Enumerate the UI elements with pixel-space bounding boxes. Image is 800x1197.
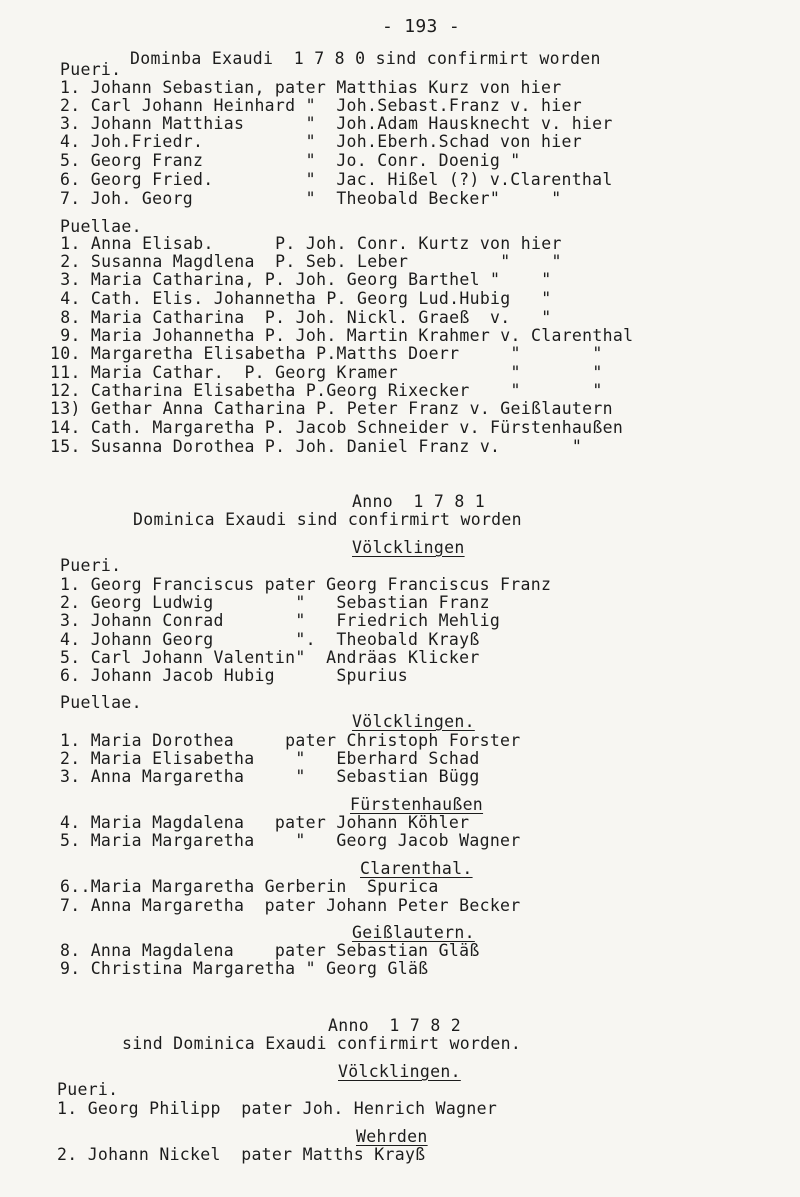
entry-1781-pueri-6: 6. Johann Jacob Hubig Spurius (60, 666, 408, 685)
heading-1781: Dominica Exaudi sind confirmirt worden (133, 510, 522, 529)
pueri-label-1780: Pueri. (60, 60, 122, 79)
entry-1782-2: 2. Johann Nickel pater Matths Krayß (57, 1145, 426, 1164)
entry-1780-pueri-4: 4. Joh.Friedr. " Joh.Eberh.Schad von hier (60, 132, 582, 151)
place-heading-geisslautern: Geißlautern. (352, 923, 475, 942)
entry-1780-pueri-1: 1. Johann Sebastian, pater Matthias Kurz von hier (60, 78, 562, 97)
entry-1781-puellae-5: 5. Maria Margaretha " Georg Jacob Wagner (60, 831, 521, 850)
entry-1780-puellae-3: 3. Maria Catharina, P. Joh. Georg Barthel " " (50, 270, 552, 289)
entry-1780-pueri-6: 6. Georg Fried. " Jac. Hißel (?) v.Clarenthal (60, 170, 613, 189)
entry-1780-pueri-5: 5. Georg Franz " Jo. Conr. Doenig " (60, 151, 521, 170)
puellae-label-1780: Puellae. (60, 217, 142, 236)
place-heading-voelcklingen-1782: Völcklingen. (338, 1062, 461, 1081)
entry-1780-pueri-7: 7. Joh. Georg " Theobald Becker" " (60, 189, 562, 208)
entry-1780-puellae-4: 4. Cath. Elis. Johannetha P. Georg Lud.Hubig " (50, 289, 552, 308)
heading-1782: sind Dominica Exaudi confirmirt worden. (122, 1034, 522, 1053)
place-heading-voelcklingen-pueri: Völcklingen (352, 538, 465, 557)
entry-1781-pueri-4: 4. Johann Georg ". Theobald Krayß (60, 630, 480, 649)
heading-1780: Dominba Exaudi 1 7 8 0 sind confirmirt worden (130, 49, 601, 68)
place-heading-clarenthal: Clarenthal. (360, 859, 473, 878)
place-heading-fuerstenhaussen: Fürstenhaußen (350, 795, 484, 814)
puellae-label-1781: Puellae. (60, 693, 142, 712)
entry-1781-puellae-2: 2. Maria Elisabetha " Eberhard Schad (60, 749, 480, 768)
place-heading-wehrden: Wehrden (356, 1127, 428, 1146)
entry-1780-puellae-11: 11. Maria Cathar. P. Georg Kramer " " (50, 363, 603, 382)
pueri-label-1781: Pueri. (60, 556, 122, 575)
entry-1780-puellae-9: 9. Maria Johannetha P. Joh. Martin Krahmer v. Clarenthal (50, 326, 634, 345)
place-heading-voelcklingen: Völcklingen. (352, 712, 475, 731)
pueri-label-1782: Pueri. (57, 1080, 119, 1099)
entry-1781-puellae-6: 6..Maria Margaretha Gerberin Spurica (60, 877, 439, 896)
entry-1780-pueri-3: 3. Johann Matthias " Joh.Adam Hausknecht v. hier (60, 114, 613, 133)
entry-1781-pueri-2: 2. Georg Ludwig " Sebastian Franz (60, 593, 490, 612)
entry-1781-pueri-1: 1. Georg Franciscus pater Georg Franciscus Franz (60, 575, 552, 594)
page-number: - 193 - (382, 16, 460, 37)
entry-1780-puellae-2: 2. Susanna Magdlena P. Seb. Leber " " (50, 252, 562, 271)
entry-1781-puellae-1: 1. Maria Dorothea pater Christoph Forster (60, 731, 521, 750)
entry-1781-pueri-3: 3. Johann Conrad " Friedrich Mehlig (60, 611, 501, 630)
anno-1782: Anno 1 7 8 2 (328, 1016, 462, 1035)
entry-1781-puellae-7: 7. Anna Margaretha pater Johann Peter Becker (60, 896, 521, 915)
entry-1781-pueri-5: 5. Carl Johann Valentin" Andräas Klicker (60, 648, 480, 667)
entry-1781-puellae-3: 3. Anna Margaretha " Sebastian Bügg (60, 767, 480, 786)
entry-1782-1: 1. Georg Philipp pater Joh. Henrich Wagner (57, 1099, 498, 1118)
entry-1781-puellae-9: 9. Christina Margaretha " Georg Gläß (60, 959, 429, 978)
entry-1780-puellae-8: 8. Maria Catharina P. Joh. Nickl. Graeß v. " (50, 308, 552, 327)
entry-1780-puellae-14: 14. Cath. Margaretha P. Jacob Schneider v. Fürstenhaußen (50, 418, 624, 437)
entry-1780-puellae-1: 1. Anna Elisab. P. Joh. Conr. Kurtz von hier (50, 234, 562, 253)
entry-1780-puellae-10: 10. Margaretha Elisabetha P.Matths Doerr " " (50, 344, 603, 363)
entry-1780-puellae-13: 13) Gethar Anna Catharina P. Peter Franz v. Geißlautern (50, 399, 613, 418)
entry-1780-pueri-2: 2. Carl Johann Heinhard " Joh.Sebast.Franz v. hier (60, 96, 582, 115)
anno-1781: Anno 1 7 8 1 (352, 492, 486, 511)
entry-1780-puellae-12: 12. Catharina Elisabetha P.Georg Rixecker " " (50, 381, 603, 400)
entry-1781-puellae-8: 8. Anna Magdalena pater Sebastian Gläß (60, 941, 480, 960)
entry-1781-puellae-4: 4. Maria Magdalena pater Johann Köhler (60, 813, 470, 832)
entry-1780-puellae-15: 15. Susanna Dorothea P. Joh. Daniel Franz v. " (50, 437, 583, 456)
